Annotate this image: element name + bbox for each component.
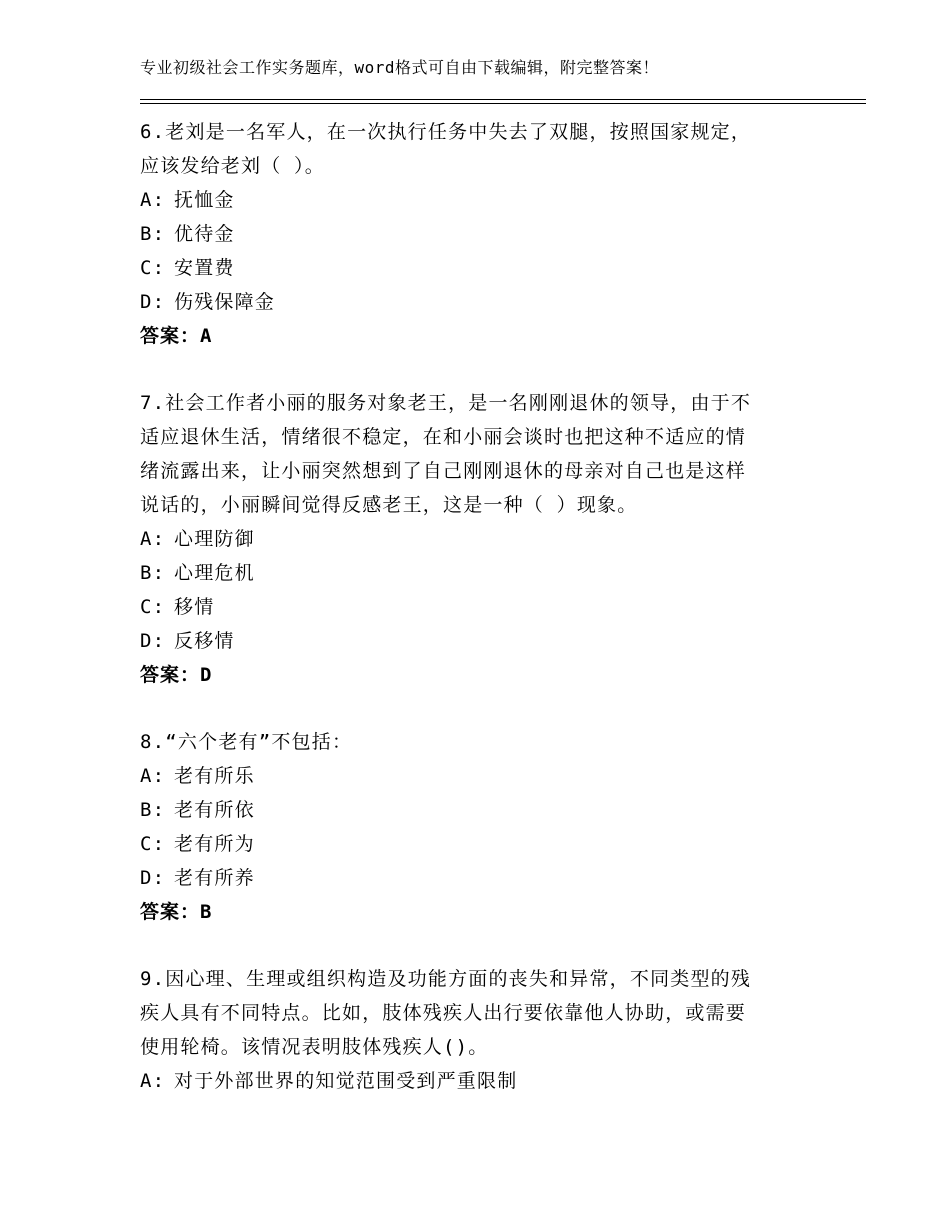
option-a [140, 522, 800, 556]
question-list [140, 115, 800, 1131]
option-text: 移情 [174, 596, 215, 618]
document-header: 专业初级社会工作实务题库，word格式可自由下载编辑，附完整答案！ [140, 58, 660, 77]
option-key: A: [140, 1070, 166, 1092]
option-key: C: [140, 257, 166, 279]
answer-line: 答案：A [140, 325, 213, 347]
option-key: A: [140, 765, 166, 787]
option-d [140, 861, 800, 895]
option-text: 心理防御 [174, 528, 255, 550]
option-text: 对于外部世界的知觉范围受到严重限制 [174, 1070, 518, 1092]
option-key: D: [140, 291, 166, 313]
option-key: D: [140, 867, 166, 889]
option-a [140, 1064, 800, 1098]
option-b [140, 217, 800, 251]
option-text: 心理危机 [174, 562, 255, 584]
option-key: C: [140, 833, 166, 855]
option-text: 优待金 [174, 223, 235, 245]
option-b [140, 793, 800, 827]
question-stem-line: 7.社会工作者小丽的服务对象老王，是一名刚刚退休的领导，由于不 [140, 392, 752, 414]
question-stem-line: 6.老刘是一名军人，在一次执行任务中失去了双腿，按照国家规定， [140, 121, 752, 143]
option-key: A: [140, 189, 166, 211]
option-d [140, 624, 800, 658]
question-stem-line: 疾人具有不同特点。比如，肢体残疾人出行要依靠他人协助，或需要 [140, 1002, 747, 1024]
option-text: 反移情 [174, 630, 235, 652]
option-key: D: [140, 630, 166, 652]
option-key: B: [140, 799, 166, 821]
option-text: 老有所依 [174, 799, 255, 821]
question-8 [140, 725, 800, 929]
option-c [140, 251, 800, 285]
header-divider-top [140, 99, 866, 100]
question-stem-line: 应该发给老刘（ ）。 [140, 155, 325, 177]
option-a [140, 759, 800, 793]
question-stem-line: 9.因心理、生理或组织构造及功能方面的丧失和异常，不同类型的残 [140, 968, 752, 990]
question-9 [140, 962, 800, 1098]
question-stem-line: 使用轮椅。该情况表明肢体残疾人()。 [140, 1036, 489, 1058]
question-6 [140, 115, 800, 353]
option-text: 抚恤金 [174, 189, 235, 211]
option-key: A: [140, 528, 166, 550]
option-text: 老有所乐 [174, 765, 255, 787]
option-text: 伤残保障金 [174, 291, 276, 313]
option-text: 安置费 [174, 257, 235, 279]
question-stem-line: 适应退休生活，情绪很不稳定，在和小丽会谈时也把这种不适应的情 [140, 426, 747, 448]
option-key: C: [140, 596, 166, 618]
option-text: 老有所养 [174, 867, 255, 889]
option-key: B: [140, 223, 166, 245]
option-c [140, 590, 800, 624]
question-stem-line: 说话的，小丽瞬间觉得反感老王，这是一种（ ）现象。 [140, 494, 638, 516]
question-7 [140, 386, 800, 692]
answer-line: 答案：D [140, 664, 213, 686]
answer-line: 答案：B [140, 901, 213, 923]
option-d [140, 285, 800, 319]
option-b [140, 556, 800, 590]
question-stem-line: 8.“六个老有”不包括： [140, 731, 353, 753]
option-key: B: [140, 562, 166, 584]
option-a [140, 183, 800, 217]
question-stem-line: 绪流露出来，让小丽突然想到了自己刚刚退休的母亲对自己也是这样 [140, 460, 747, 482]
option-c [140, 827, 800, 861]
header-divider-bottom [140, 103, 866, 104]
option-text: 老有所为 [174, 833, 255, 855]
